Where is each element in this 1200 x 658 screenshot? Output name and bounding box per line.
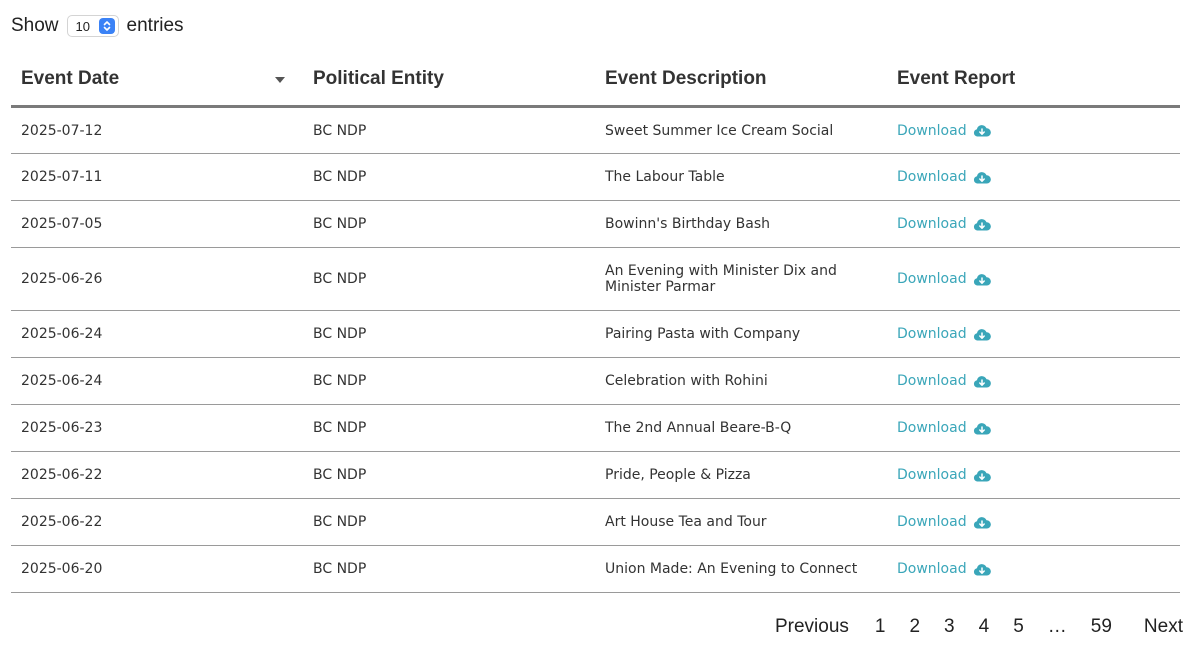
event-description-cell: Union Made: An Evening to Connect bbox=[595, 546, 887, 593]
event-description-cell: The Labour Table bbox=[595, 154, 887, 201]
cloud-download-icon bbox=[973, 218, 991, 231]
download-label: Download bbox=[897, 271, 967, 287]
header-event-report-label: Event Report bbox=[897, 67, 1016, 89]
download-label: Download bbox=[897, 169, 967, 185]
download-link[interactable] bbox=[897, 514, 991, 530]
page-button-1[interactable]: 1 bbox=[874, 616, 886, 637]
sort-descending-icon bbox=[275, 77, 285, 83]
download-label: Download bbox=[897, 373, 967, 389]
download-link[interactable] bbox=[897, 216, 991, 232]
page-button-4[interactable]: 4 bbox=[978, 616, 990, 637]
page-button-5[interactable]: 5 bbox=[1013, 616, 1024, 637]
entries-label: entries bbox=[126, 15, 184, 36]
header-political-entity[interactable] bbox=[303, 52, 595, 107]
download-link[interactable] bbox=[897, 271, 991, 287]
event-description-cell: The 2nd Annual Beare-B-Q bbox=[595, 405, 887, 452]
cloud-download-icon bbox=[973, 469, 991, 482]
event-description-cell: Pairing Pasta with Company bbox=[595, 311, 887, 358]
table-header-row bbox=[11, 52, 1180, 107]
political-entity-cell: BC NDP bbox=[303, 499, 595, 546]
event-date-cell: 2025-07-11 bbox=[11, 154, 303, 201]
table-row bbox=[11, 248, 1180, 311]
political-entity-cell: BC NDP bbox=[303, 358, 595, 405]
event-description-cell: Art House Tea and Tour bbox=[595, 499, 887, 546]
download-label: Download bbox=[897, 561, 967, 577]
cloud-download-icon bbox=[973, 516, 991, 529]
show-label: Show bbox=[11, 15, 59, 36]
header-event-report[interactable] bbox=[887, 52, 1180, 107]
event-report-cell bbox=[887, 499, 1180, 546]
event-report-cell bbox=[887, 546, 1180, 593]
table-row bbox=[11, 107, 1180, 154]
pagination-ellipsis: … bbox=[1047, 616, 1067, 637]
table-row bbox=[11, 201, 1180, 248]
cloud-download-icon bbox=[973, 563, 991, 576]
event-date-cell: 2025-06-26 bbox=[11, 248, 303, 311]
header-event-date-label: Event Date bbox=[21, 67, 120, 89]
event-date-cell: 2025-07-05 bbox=[11, 201, 303, 248]
table-row bbox=[11, 452, 1180, 499]
download-link[interactable] bbox=[897, 169, 991, 185]
event-report-cell bbox=[887, 248, 1180, 311]
event-description-cell: Pride, People & Pizza bbox=[595, 452, 887, 499]
download-link[interactable] bbox=[897, 467, 991, 483]
download-label: Download bbox=[897, 514, 967, 530]
event-date-cell: 2025-06-20 bbox=[11, 546, 303, 593]
event-report-cell bbox=[887, 154, 1180, 201]
event-date-cell: 2025-06-22 bbox=[11, 452, 303, 499]
cloud-download-icon bbox=[973, 124, 991, 137]
table-row bbox=[11, 405, 1180, 452]
event-date-cell: 2025-06-23 bbox=[11, 405, 303, 452]
download-label: Download bbox=[897, 216, 967, 232]
download-label: Download bbox=[897, 467, 967, 483]
page-button-2[interactable]: 2 bbox=[909, 616, 921, 637]
political-entity-cell: BC NDP bbox=[303, 154, 595, 201]
header-event-description-label: Event Description bbox=[605, 67, 767, 89]
event-description-cell: An Evening with Minister Dix and Minister Parmar bbox=[595, 248, 887, 311]
event-date-cell: 2025-07-12 bbox=[11, 107, 303, 154]
table-row bbox=[11, 311, 1180, 358]
download-link[interactable] bbox=[897, 373, 991, 389]
events-table bbox=[11, 52, 1180, 593]
political-entity-cell: BC NDP bbox=[303, 452, 595, 499]
page-button-59[interactable]: 59 bbox=[1090, 616, 1112, 637]
download-link[interactable] bbox=[897, 561, 991, 577]
header-political-entity-label: Political Entity bbox=[313, 67, 444, 89]
event-date-cell: 2025-06-22 bbox=[11, 499, 303, 546]
political-entity-cell: BC NDP bbox=[303, 107, 595, 154]
political-entity-cell: BC NDP bbox=[303, 405, 595, 452]
pagination bbox=[763, 612, 1185, 642]
entries-per-page-select[interactable] bbox=[67, 15, 119, 37]
event-report-cell bbox=[887, 358, 1180, 405]
event-report-cell bbox=[887, 452, 1180, 499]
header-event-date[interactable] bbox=[11, 52, 303, 107]
table-row bbox=[11, 358, 1180, 405]
event-report-cell bbox=[887, 107, 1180, 154]
table-row bbox=[11, 499, 1180, 546]
download-label: Download bbox=[897, 122, 967, 139]
political-entity-cell: BC NDP bbox=[303, 248, 595, 311]
event-report-cell bbox=[887, 405, 1180, 452]
cloud-download-icon bbox=[973, 171, 991, 184]
header-event-description[interactable] bbox=[595, 52, 887, 107]
download-link[interactable] bbox=[897, 123, 991, 139]
download-link[interactable] bbox=[897, 420, 991, 436]
download-link[interactable] bbox=[897, 326, 991, 342]
event-description-cell: Bowinn's Birthday Bash bbox=[595, 201, 887, 248]
table-row bbox=[11, 154, 1180, 201]
table-row bbox=[11, 546, 1180, 593]
cloud-download-icon bbox=[973, 375, 991, 388]
next-page-button[interactable]: Next bbox=[1143, 616, 1183, 637]
previous-page-button[interactable]: Previous bbox=[774, 616, 849, 637]
download-label: Download bbox=[897, 326, 967, 342]
cloud-download-icon bbox=[973, 422, 991, 435]
event-description-cell: Sweet Summer Ice Cream Social bbox=[595, 107, 887, 154]
page-button-3[interactable]: 3 bbox=[944, 616, 955, 637]
entries-per-page-value: 10 bbox=[75, 18, 90, 34]
select-stepper-icon bbox=[99, 18, 115, 34]
event-date-cell: 2025-06-24 bbox=[11, 358, 303, 405]
political-entity-cell: BC NDP bbox=[303, 546, 595, 593]
event-date-cell: 2025-06-24 bbox=[11, 311, 303, 358]
cloud-download-icon bbox=[973, 328, 991, 341]
event-description-cell: Celebration with Rohini bbox=[595, 358, 887, 405]
cloud-download-icon bbox=[973, 273, 991, 286]
event-report-cell bbox=[887, 201, 1180, 248]
entries-length-control bbox=[11, 12, 184, 40]
download-label: Download bbox=[897, 420, 967, 436]
political-entity-cell: BC NDP bbox=[303, 311, 595, 358]
political-entity-cell: BC NDP bbox=[303, 201, 595, 248]
event-report-cell bbox=[887, 311, 1180, 358]
